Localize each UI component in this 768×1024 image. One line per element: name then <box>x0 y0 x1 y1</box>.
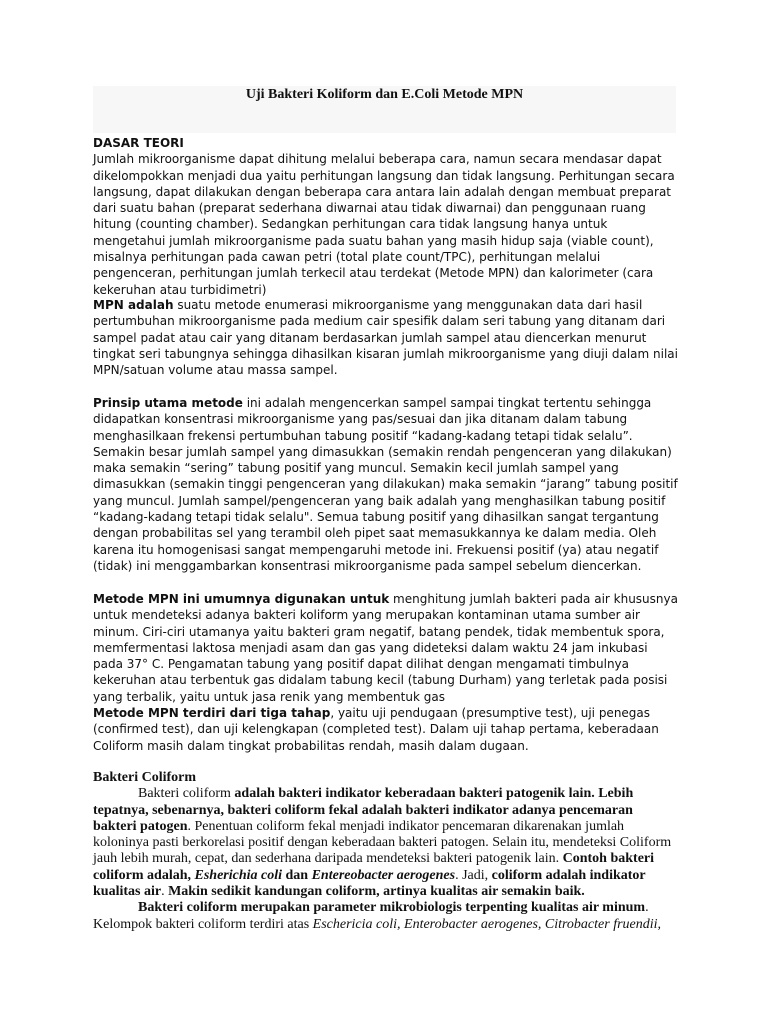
section-metode <box>93 591 678 754</box>
coliform-p3-b: Eschericia coli, Enterobacter aerogenes, Citrobacter fruendii, <box>312 916 662 932</box>
coliform-heading: Bakteri Coliform <box>93 770 197 785</box>
coliform-p1-b: adalah bakteri indikator keberadaan bakteri patogenik lain. Lebih tepatnya, sebenarnya, bakteri coliform fekal adalah bakteri indikator adanya pencemaran bakteri patogen <box>93 786 634 834</box>
coliform-p1-f: dan <box>282 867 312 883</box>
metode-text-2: , yaitu uji pendugaan (presumptive test), uji penegas (confirmed test), dan uji kelengkapan (completed test). Dalam uji tahap pertama, keberadaan Coliform masih dalam tingkat probabilitas rendah, masih dalam dugaan. <box>93 706 659 753</box>
coliform-p1-h: . Jadi, <box>455 867 492 883</box>
coliform-p1-a: Bakteri coliform <box>138 786 235 802</box>
dasar-teori-text: Jumlah mikroorganisme dapat dihitung melalui beberapa cara, namun secara mendasar dapat dikelompokkan menjadi dua yaitu perhitungan langsung dan tidak langsung. Perhitungan secara langsung, dapat dilakukan dengan beberapa cara antara lain adalah dengan membuat preparat dari suatu bahan (preparat sederhana diwarnai atau tidak diwarnai) dan penggunaan ruang hitung (counting chamber). Sedangkan perhitungan cara tidak langsung hanya untuk mengetahui jumlah mikroorganisme pada suatu bahan yang masih hidup saja (viable count), misalnya perhitungan pada cawan petri (total plate count/TPC), perhitungan melalui pengenceran, perhitungan jumlah terkecil atau terdekat (Metode MPN) dan kalorimeter (cara kekeruhan atau turbidimetri) <box>93 152 675 297</box>
mpn-text: suatu metode enumerasi mikroorganisme yang menggunakan data dari hasil pertumbuhan mikroorganisme pada medium cair spesifik dalam seri tabung yang ditanam dari sampel padat atau cair yang ditanam berdasarkan jumlah sampel atau diencerkan menurut tingkat seri tabungnya sehingga dihasilkan kisaran jumlah mikroorganisme yang diuji dalam nilai MPN/satuan volume atau massa sampel. <box>93 298 678 378</box>
metode-lead: Metode MPN ini umumnya digunakan untuk <box>93 592 390 606</box>
coliform-p1-k: Makin sedikit kandungan coliform, artinya kualitas air semakin baik. <box>168 884 585 900</box>
coliform-p1-d: Contoh bakteri coliform adalah, <box>93 851 655 883</box>
document-title: Uji Bakteri Koliform dan E.Coli Metode MPN <box>245 87 524 102</box>
metode-text: menghitung jumlah bakteri pada air khususnya untuk mendeteksi adanya bakteri koliform yang merupakan kontaminan utama sumber air minum. Ciri-ciri utamanya yaitu bakteri gram negatif, batang pendek, tidak membentuk spora, memfermentasi laktosa menjadi asam dan gas yang dideteksi dalam waktu 24 jam inkubasi pada 37° C. Pengamatan tabung yang positif dapat dilihat dengan mengamati timbulnya kekeruhan atau terbentuk gas didalam tabung kecil (tabung Durham) yang terletak pada posisi yang terbalik, yaitu untuk jasa renik yang membentuk gas <box>93 592 678 704</box>
section-mpn <box>93 297 678 378</box>
dasar-teori-heading: DASAR TEORI <box>93 136 184 150</box>
coliform-p2-end: . <box>645 900 649 916</box>
coliform-p1-c: . Penentuan coliform fekal menjadi indikator pencemaran dikarenakan jumlah koloninya pasti berkorelasi positif dengan keberadaan bakteri patogen. Selain itu, mendeteksi Coliform jauh lebih murah, cepat, dan sederhana daripada mendeteksi bakteri patogenik lain. <box>93 818 672 867</box>
prinsip-text: ini adalah mengencerkan sampel sampai tingkat tertentu sehingga didapatkan konsentrasi mikroorganisme yang pas/sesuai dan jika ditanam dalam tabung menghasilkaan frekensi pertumbuhan tabung positif “kadang-kadang tetapi tidak selalu”. Semakin besar jumlah sampel yang dimasukkan (semakin rendah pengenceran yang dilakukan) maka semakin “sering” tabung positif yang muncul. Semakin kecil jumlah sampel yang dimasukkan (semakin tinggi pengenceran yang dilakukan) maka semakin “jarang” tabung positif yang muncul. Jumlah sampel/pengenceran yang baik adalah yang menghasilkan tabung positif “kadang-kadang tetapi tidak selalu". Semua tabung positif yang dihasilkan sangat tergantung dengan probabilitas sel yang terambil oleh pipet saat memasukkannya ke dalam media. Oleh karena itu homogenisasi sangat mempengaruhi metode ini. Frekuensi positif (ya) atau negatif (tidak) ini menggambarkan konsentrasi mikroorganisme pada sampel sebelum diencerkan. <box>93 396 678 573</box>
section-prinsip <box>93 395 678 574</box>
coliform-p3-a: Kelompok bakteri coliform terdiri atas <box>93 916 313 932</box>
section-dasar-teori <box>93 135 678 298</box>
coliform-p1-i: coliform adalah indikator kualitas air <box>93 867 646 900</box>
metode-lead-2: Metode MPN terdiri dari tiga tahap <box>93 706 331 721</box>
coliform-p1-j: . <box>161 884 169 900</box>
coliform-p2: Bakteri coliform merupakan parameter mikrobiologis terpenting kualitas air minum <box>138 900 646 916</box>
coliform-p1-g: Entereobacter aerogenes <box>311 867 456 883</box>
mpn-lead: MPN adalah <box>93 298 174 312</box>
prinsip-lead: Prinsip utama metode <box>93 396 243 410</box>
section-coliform <box>93 770 678 933</box>
coliform-p1-e: Esherichia coli <box>194 867 283 883</box>
